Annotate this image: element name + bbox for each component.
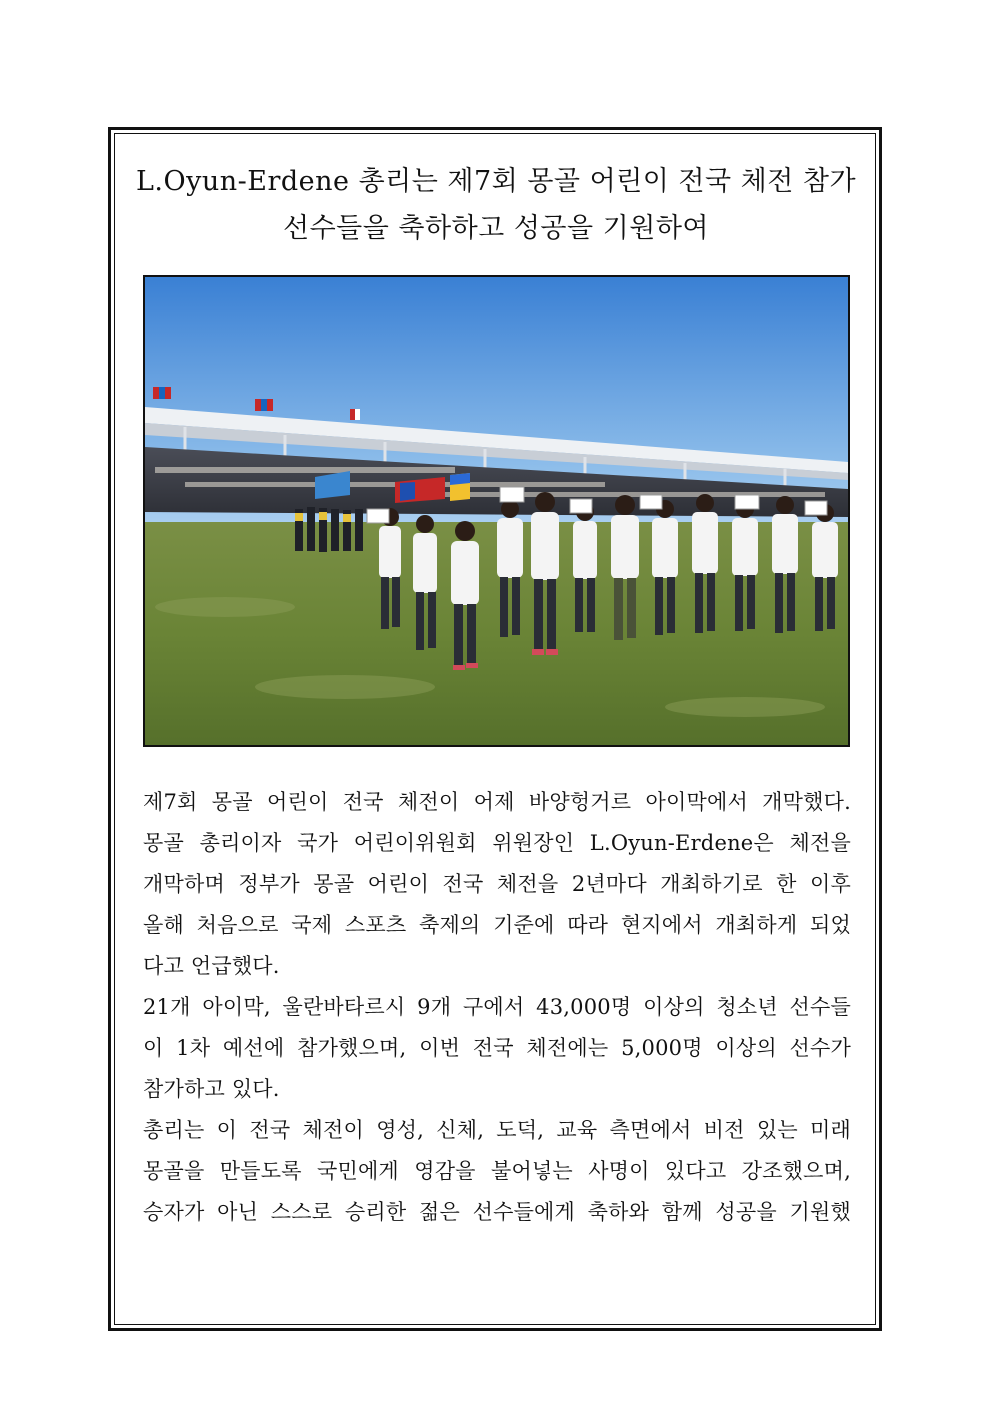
photo-opening-ceremony-parade [145,277,848,745]
article-body [143,782,851,1233]
body-line: 올해 처음으로 국제 스포츠 축제의 기준에 따라 현지에서 개최하게 되었 [143,913,851,937]
body-line: 21개 아이막, 울란바타르시 9개 구에서 43,000명 이상의 청소년 선수들 [143,995,851,1019]
body-line: 제7회 몽골 어린이 전국 체전이 어제 바양헝거르 아이막에서 개막했다. [143,790,851,814]
body-line: 승자가 아닌 스스로 승리한 젊은 선수들에게 축하와 함께 성공을 기원했 [143,1200,851,1224]
article-title-line-1: L.Oyun-Erdene 총리는 제7회 몽골 어린이 전국 체전 참가 [135,166,857,197]
body-line: 총리는 이 전국 체전이 영성, 신체, 도덕, 교육 측면에서 비전 있는 미래 [143,1118,851,1142]
body-line: 몽골을 만들도록 국민에게 영감을 불어넣는 사명이 있다고 강조했으며, [143,1159,851,1183]
article-title-line-2: 선수들을 축하하고 성공을 기원하여 [283,213,709,244]
article-photo [143,275,850,747]
body-line: 다고 언급했다. [143,954,280,978]
body-line: 몽골 총리이자 국가 어린이위원회 위원장인 L.Oyun-Erdene은 체전을 [143,831,851,855]
body-line: 이 1차 예선에 참가했으며, 이번 전국 체전에는 5,000명 이상의 선수가 [143,1036,851,1060]
article-title [128,158,864,252]
body-line: 개막하며 정부가 몽골 어린이 전국 체전을 2년마다 개최하기로 한 이후 [143,872,851,896]
body-line: 참가하고 있다. [143,1077,280,1101]
